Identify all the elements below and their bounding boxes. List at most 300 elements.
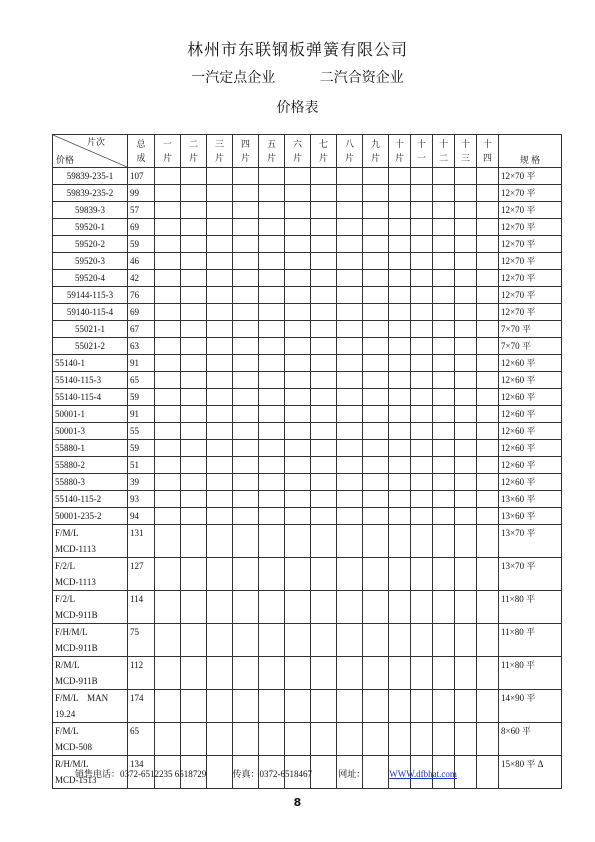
leaf-price-cell — [389, 270, 411, 287]
part-model: MCD-508 — [55, 742, 93, 752]
leaf-price-cell — [233, 591, 259, 624]
leaf-price-cell — [155, 372, 181, 389]
leaf-price-cell — [311, 457, 337, 474]
leaf-price-cell — [337, 558, 363, 591]
total-price-cell: 57 — [128, 202, 155, 219]
part-number: 55021-1 — [75, 324, 105, 334]
part-number-cell — [53, 624, 128, 657]
leaf-price-cell — [155, 474, 181, 491]
header-leaf-7: 七 片 — [311, 135, 337, 168]
leaf-price-cell — [181, 202, 207, 219]
leaf-price-cell — [285, 389, 311, 406]
leaf-price-cell — [337, 525, 363, 558]
total-price-cell: 65 — [128, 723, 155, 756]
table-row — [53, 321, 562, 338]
leaf-price-cell — [389, 355, 411, 372]
leaf-price-cell — [455, 321, 477, 338]
table-body — [53, 168, 562, 789]
leaf-price-cell — [455, 423, 477, 440]
header-spec: 规 格 — [499, 135, 562, 168]
leaf-price-cell — [411, 389, 433, 406]
part-number-cell — [53, 372, 128, 389]
part-model: MCD-1513 — [55, 775, 97, 785]
leaf-price-cell — [389, 657, 411, 690]
header-leaf-4: 四 片 — [233, 135, 259, 168]
leaf-price-cell — [477, 406, 499, 423]
leaf-price-cell — [389, 406, 411, 423]
leaf-price-cell — [477, 491, 499, 508]
subtitle-faw: 一汽定点企业 — [191, 70, 276, 86]
header-row — [53, 135, 562, 168]
part-number-cell — [53, 270, 128, 287]
spec-cell: 12×70 平 — [499, 270, 562, 287]
leaf-price-cell — [337, 304, 363, 321]
leaf-price-cell — [477, 525, 499, 558]
leaf-price-cell — [233, 474, 259, 491]
leaf-price-cell — [337, 591, 363, 624]
leaf-price-cell — [259, 270, 285, 287]
leaf-price-cell — [455, 270, 477, 287]
spec-cell: 12×60 平 — [499, 372, 562, 389]
part-model: MCD-1113 — [55, 544, 96, 554]
spec-cell: 11×80 平 — [499, 657, 562, 690]
leaf-price-cell — [207, 219, 233, 236]
website-link[interactable]: WWW.dfbhat.com — [389, 769, 457, 779]
leaf-price-cell — [337, 474, 363, 491]
part-number: F/H/M/L — [55, 627, 88, 637]
leaf-price-cell — [389, 219, 411, 236]
part-number-cell — [53, 321, 128, 338]
leaf-price-cell — [455, 355, 477, 372]
spec-cell: 12×70 平 — [499, 185, 562, 202]
total-price-cell: 91 — [128, 355, 155, 372]
leaf-price-cell — [411, 690, 433, 723]
leaf-price-cell — [233, 253, 259, 270]
leaf-price-cell — [455, 558, 477, 591]
part-model: MCD-911B — [55, 643, 98, 653]
leaf-price-cell — [233, 270, 259, 287]
table-row — [53, 253, 562, 270]
leaf-price-cell — [477, 287, 499, 304]
leaf-price-cell — [433, 236, 455, 253]
leaf-price-cell — [363, 491, 389, 508]
leaf-price-cell — [477, 304, 499, 321]
leaf-price-cell — [259, 624, 285, 657]
leaf-price-cell — [389, 304, 411, 321]
leaf-price-cell — [181, 525, 207, 558]
leaf-price-cell — [363, 168, 389, 185]
leaf-price-cell — [455, 168, 477, 185]
leaf-price-cell — [389, 440, 411, 457]
leaf-price-cell — [233, 491, 259, 508]
leaf-price-cell — [181, 657, 207, 690]
leaf-price-cell — [389, 202, 411, 219]
leaf-price-cell — [259, 423, 285, 440]
spec-cell: 15×80 平 Δ — [499, 756, 562, 789]
leaf-price-cell — [181, 406, 207, 423]
leaf-price-cell — [389, 253, 411, 270]
leaf-price-cell — [337, 423, 363, 440]
part-number-cell — [53, 338, 128, 355]
table-row — [53, 723, 562, 756]
leaf-price-cell — [363, 558, 389, 591]
leaf-price-cell — [337, 690, 363, 723]
part-number: 55880-2 — [55, 460, 85, 470]
leaf-price-cell — [337, 372, 363, 389]
leaf-price-cell — [233, 423, 259, 440]
leaf-price-cell — [455, 185, 477, 202]
leaf-price-cell — [285, 423, 311, 440]
leaf-price-cell — [455, 591, 477, 624]
spec-cell: 7×70 平 — [499, 321, 562, 338]
spec-cell: 12×70 平 — [499, 168, 562, 185]
total-price-cell: 91 — [128, 406, 155, 423]
leaf-price-cell — [389, 168, 411, 185]
leaf-price-cell — [433, 723, 455, 756]
leaf-price-cell — [455, 287, 477, 304]
leaf-price-cell — [155, 219, 181, 236]
total-price-cell: 65 — [128, 372, 155, 389]
header-leaf-8: 八 片 — [337, 135, 363, 168]
leaf-price-cell — [477, 591, 499, 624]
leaf-price-cell — [433, 474, 455, 491]
leaf-price-cell — [363, 304, 389, 321]
leaf-price-cell — [455, 525, 477, 558]
leaf-price-cell — [363, 389, 389, 406]
leaf-price-cell — [207, 508, 233, 525]
leaf-price-cell — [285, 219, 311, 236]
leaf-price-cell — [433, 558, 455, 591]
leaf-price-cell — [433, 508, 455, 525]
total-price-cell: 99 — [128, 185, 155, 202]
leaf-price-cell — [311, 558, 337, 591]
leaf-price-cell — [411, 474, 433, 491]
part-number-cell — [53, 287, 128, 304]
leaf-price-cell — [389, 525, 411, 558]
leaf-price-cell — [207, 406, 233, 423]
leaf-price-cell — [285, 304, 311, 321]
leaf-price-cell — [155, 304, 181, 321]
leaf-price-cell — [155, 457, 181, 474]
leaf-price-cell — [389, 338, 411, 355]
leaf-price-cell — [259, 508, 285, 525]
spec-cell: 12×70 平 — [499, 304, 562, 321]
leaf-price-cell — [337, 219, 363, 236]
leaf-price-cell — [181, 338, 207, 355]
leaf-price-cell — [363, 457, 389, 474]
leaf-price-cell — [477, 624, 499, 657]
table-row — [53, 508, 562, 525]
leaf-price-cell — [155, 270, 181, 287]
spec-cell: 12×60 平 — [499, 406, 562, 423]
leaf-price-cell — [311, 624, 337, 657]
leaf-price-cell — [311, 440, 337, 457]
leaf-price-cell — [285, 457, 311, 474]
leaf-price-cell — [455, 457, 477, 474]
leaf-price-cell — [389, 474, 411, 491]
leaf-price-cell — [363, 287, 389, 304]
spec-cell: 12×60 平 — [499, 423, 562, 440]
part-number: R/M/L — [55, 660, 80, 670]
table-row — [53, 338, 562, 355]
total-price-cell: 94 — [128, 508, 155, 525]
part-number: 59839-235-2 — [66, 188, 114, 198]
leaf-price-cell — [181, 321, 207, 338]
leaf-price-cell — [181, 440, 207, 457]
leaf-price-cell — [207, 624, 233, 657]
leaf-price-cell — [311, 338, 337, 355]
header-price: 价格 — [56, 155, 75, 165]
table-row — [53, 591, 562, 624]
leaf-price-cell — [477, 389, 499, 406]
leaf-price-cell — [389, 723, 411, 756]
leaf-price-cell — [389, 690, 411, 723]
table-row — [53, 474, 562, 491]
leaf-price-cell — [337, 236, 363, 253]
leaf-price-cell — [433, 440, 455, 457]
leaf-price-cell — [181, 423, 207, 440]
leaf-price-cell — [207, 168, 233, 185]
leaf-price-cell — [233, 657, 259, 690]
leaf-price-cell — [259, 355, 285, 372]
leaf-price-cell — [411, 525, 433, 558]
leaf-price-cell — [181, 491, 207, 508]
leaf-price-cell — [233, 219, 259, 236]
leaf-price-cell — [311, 657, 337, 690]
part-model: MCD-911B — [55, 610, 98, 620]
total-price-cell: 93 — [128, 491, 155, 508]
total-price-cell: 174 — [128, 690, 155, 723]
leaf-price-cell — [433, 355, 455, 372]
table-row — [53, 491, 562, 508]
leaf-price-cell — [285, 355, 311, 372]
leaf-price-cell — [311, 508, 337, 525]
leaf-price-cell — [181, 168, 207, 185]
leaf-price-cell — [285, 270, 311, 287]
header-total — [128, 135, 155, 168]
part-number: 59520-1 — [75, 222, 105, 232]
total-price-cell: 59 — [128, 236, 155, 253]
leaf-price-cell — [259, 525, 285, 558]
leaf-price-cell — [433, 624, 455, 657]
leaf-price-cell — [477, 657, 499, 690]
leaf-price-cell — [155, 236, 181, 253]
total-price-cell: 42 — [128, 270, 155, 287]
part-number-cell — [53, 591, 128, 624]
leaf-price-cell — [337, 202, 363, 219]
leaf-price-cell — [311, 474, 337, 491]
leaf-price-cell — [181, 723, 207, 756]
leaf-price-cell — [155, 406, 181, 423]
leaf-price-cell — [455, 491, 477, 508]
leaf-price-cell — [207, 440, 233, 457]
leaf-price-cell — [477, 558, 499, 591]
leaf-price-cell — [285, 690, 311, 723]
leaf-price-cell — [207, 236, 233, 253]
leaf-price-cell — [337, 406, 363, 423]
leaf-price-cell — [259, 338, 285, 355]
leaf-price-cell — [311, 304, 337, 321]
leaf-price-cell — [207, 372, 233, 389]
leaf-price-cell — [433, 219, 455, 236]
leaf-price-cell — [337, 321, 363, 338]
leaf-price-cell — [155, 525, 181, 558]
leaf-price-cell — [433, 491, 455, 508]
leaf-price-cell — [181, 457, 207, 474]
leaf-price-cell — [337, 657, 363, 690]
leaf-price-cell — [285, 723, 311, 756]
total-price-cell: 59 — [128, 389, 155, 406]
leaf-price-cell — [477, 321, 499, 338]
leaf-price-cell — [259, 389, 285, 406]
leaf-price-cell — [455, 723, 477, 756]
header-leaf-order: 片次 — [86, 137, 105, 147]
leaf-price-cell — [155, 338, 181, 355]
leaf-price-cell — [389, 457, 411, 474]
leaf-price-cell — [411, 624, 433, 657]
leaf-price-cell — [285, 657, 311, 690]
part-number-cell — [53, 202, 128, 219]
leaf-price-cell — [285, 474, 311, 491]
leaf-price-cell — [477, 457, 499, 474]
total-price-cell: 131 — [128, 525, 155, 558]
leaf-price-cell — [337, 270, 363, 287]
leaf-price-cell — [411, 338, 433, 355]
leaf-price-cell — [259, 474, 285, 491]
leaf-price-cell — [337, 185, 363, 202]
leaf-price-cell — [181, 474, 207, 491]
leaf-price-cell — [477, 508, 499, 525]
leaf-price-cell — [477, 723, 499, 756]
table-row — [53, 219, 562, 236]
leaf-price-cell — [181, 270, 207, 287]
leaf-price-cell — [155, 355, 181, 372]
leaf-price-cell — [337, 508, 363, 525]
leaf-price-cell — [389, 236, 411, 253]
leaf-price-cell — [259, 253, 285, 270]
spec-cell: 8×60 平 — [499, 723, 562, 756]
leaf-price-cell — [411, 723, 433, 756]
leaf-price-cell — [477, 440, 499, 457]
leaf-price-cell — [337, 440, 363, 457]
part-number-cell — [53, 508, 128, 525]
leaf-price-cell — [207, 202, 233, 219]
leaf-price-cell — [155, 624, 181, 657]
part-number-cell — [53, 525, 128, 558]
leaf-price-cell — [285, 236, 311, 253]
leaf-price-cell — [233, 508, 259, 525]
table-row — [53, 355, 562, 372]
leaf-price-cell — [155, 440, 181, 457]
leaf-price-cell — [233, 321, 259, 338]
part-number-cell — [53, 185, 128, 202]
sales-phone: 销售电话：0372-6512235 6518729 — [75, 769, 207, 779]
part-number-cell — [53, 491, 128, 508]
leaf-price-cell — [259, 236, 285, 253]
leaf-price-cell — [363, 525, 389, 558]
leaf-price-cell — [311, 591, 337, 624]
leaf-price-cell — [389, 591, 411, 624]
leaf-price-cell — [363, 508, 389, 525]
page-number: 8 — [293, 796, 302, 809]
leaf-price-cell — [207, 304, 233, 321]
leaf-price-cell — [207, 525, 233, 558]
spec-cell: 7×70 平 — [499, 338, 562, 355]
header-leaf-13: 十 三 — [455, 135, 477, 168]
table-row — [53, 202, 562, 219]
header-leaf-5: 五 片 — [259, 135, 285, 168]
leaf-price-cell — [155, 723, 181, 756]
leaf-price-cell — [363, 474, 389, 491]
footer — [75, 767, 481, 780]
leaf-price-cell — [337, 491, 363, 508]
leaf-price-cell — [455, 304, 477, 321]
leaf-price-cell — [433, 525, 455, 558]
table-row — [53, 423, 562, 440]
leaf-price-cell — [155, 591, 181, 624]
leaf-price-cell — [411, 185, 433, 202]
leaf-price-cell — [389, 389, 411, 406]
spec-cell: 12×70 平 — [499, 202, 562, 219]
leaf-price-cell — [311, 168, 337, 185]
leaf-price-cell — [433, 690, 455, 723]
leaf-price-cell — [155, 321, 181, 338]
leaf-price-cell — [233, 304, 259, 321]
total-price-cell: 134 — [128, 756, 155, 789]
part-number: F/M/L — [55, 726, 79, 736]
spec-cell: 12×60 平 — [499, 474, 562, 491]
leaf-price-cell — [389, 287, 411, 304]
leaf-price-cell — [259, 657, 285, 690]
leaf-price-cell — [363, 321, 389, 338]
total-price-cell: 39 — [128, 474, 155, 491]
part-number: F/M/L — [55, 528, 79, 538]
table-row — [53, 168, 562, 185]
total-price-cell: 107 — [128, 168, 155, 185]
leaf-price-cell — [233, 168, 259, 185]
total-price-cell: 69 — [128, 219, 155, 236]
part-number-cell — [53, 474, 128, 491]
leaf-price-cell — [207, 491, 233, 508]
part-number: 55880-3 — [55, 477, 85, 487]
header-leaf-1: 一 片 — [155, 135, 181, 168]
part-number-cell — [53, 236, 128, 253]
leaf-price-cell — [411, 457, 433, 474]
total-price-cell: 55 — [128, 423, 155, 440]
leaf-price-cell — [181, 372, 207, 389]
leaf-price-cell — [181, 236, 207, 253]
leaf-price-cell — [411, 168, 433, 185]
leaf-price-cell — [455, 389, 477, 406]
leaf-price-cell — [207, 558, 233, 591]
leaf-price-cell — [477, 338, 499, 355]
leaf-price-cell — [411, 219, 433, 236]
leaf-price-cell — [337, 338, 363, 355]
table-row — [53, 270, 562, 287]
table-row — [53, 304, 562, 321]
table-row — [53, 558, 562, 591]
leaf-price-cell — [233, 287, 259, 304]
leaf-price-cell — [285, 321, 311, 338]
leaf-price-cell — [233, 338, 259, 355]
leaf-price-cell — [455, 406, 477, 423]
leaf-price-cell — [411, 202, 433, 219]
table-row — [53, 624, 562, 657]
leaf-price-cell — [259, 690, 285, 723]
leaf-price-cell — [363, 338, 389, 355]
leaf-price-cell — [285, 287, 311, 304]
leaf-price-cell — [433, 591, 455, 624]
